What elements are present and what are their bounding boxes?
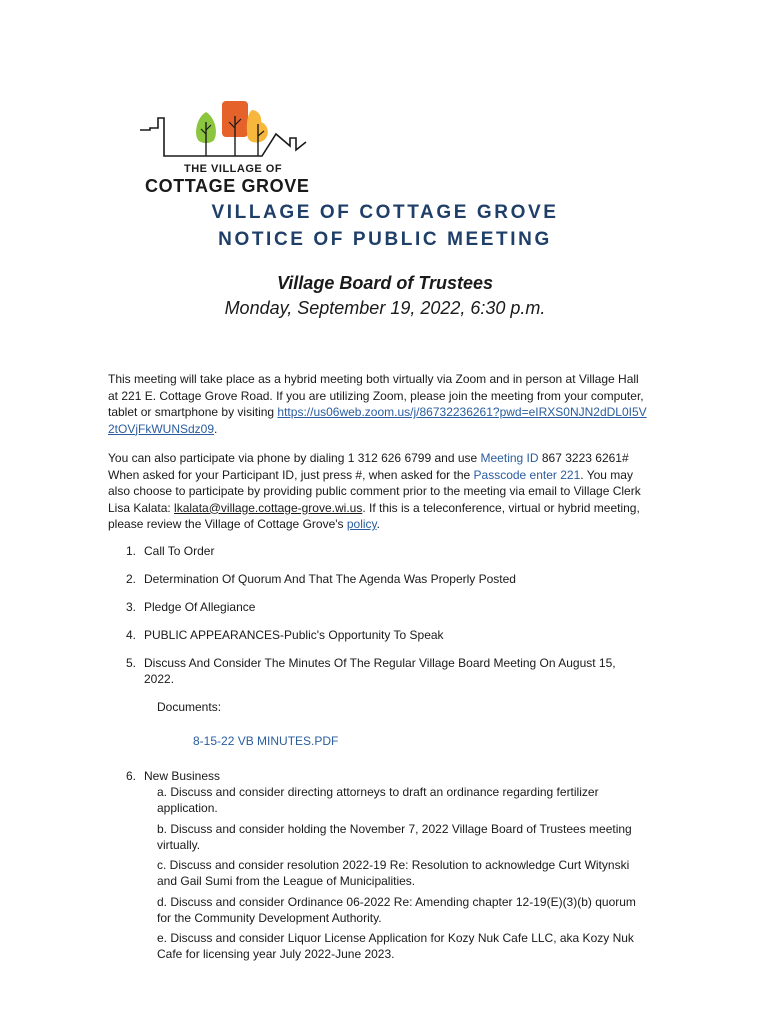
agenda-item-text: Discuss And Consider The Minutes Of The Regular Village Board Meeting On August 15, 2022.	[144, 656, 616, 686]
agenda-item-number: 4.	[126, 628, 137, 642]
board-name: Village Board of Trustees	[276, 273, 494, 293]
policy-link[interactable]: policy	[346, 517, 377, 531]
meeting-id-link[interactable]: Meeting ID	[480, 451, 539, 465]
new-business-item-a: a. Discuss and consider directing attorneys to draft an ordinance regarding fertilizer application.	[157, 785, 599, 815]
agenda-item-number: 6.	[126, 769, 137, 783]
agenda-item-3	[126, 599, 646, 615]
agenda-item-6	[126, 768, 646, 784]
phone-text-c: . You may also choose to participate by providing public comment prior to the meeting via email to Village Clerk Lisa Kalata:	[108, 467, 641, 515]
minutes-pdf-link[interactable]: 8-15-22 VB MINUTES.PDF	[193, 734, 339, 748]
agenda-item-text: Determination Of Quorum And That The Agenda Was Properly Posted	[144, 572, 516, 586]
new-business-item-d: d. Discuss and consider Ordinance 06-2022 Re: Amending chapter 12-19(E)(3)(b) quorum for the Community Development Authority.	[157, 895, 636, 925]
village-logo	[140, 98, 330, 198]
logo-line2: COTTAGE GROVE	[145, 176, 310, 196]
agenda-item-number: 1.	[126, 544, 137, 558]
new-business-item-b: b. Discuss and consider holding the November 7, 2022 Village Board of Trustees meeting virtually.	[157, 822, 632, 852]
agenda-item-number: 5.	[126, 656, 137, 670]
logo-line1: THE VILLAGE OF	[184, 163, 283, 175]
agenda-item-text: PUBLIC APPEARANCES-Public's Opportunity To Speak	[144, 628, 444, 642]
zoom-link[interactable]: https://us06web.zoom.us/j/86732236261?pwd=eIRXS0NJN2dDL0I5V2tOVjFkWUNSdz09	[108, 405, 647, 436]
new-business-item-e: e. Discuss and consider Liquor License Application for Kozy Nuk Cafe LLC, aka Kozy Nuk Cafe for licensing year July 2022-June 2023.	[157, 931, 634, 961]
title-line2: NOTICE OF PUBLIC MEETING	[218, 229, 552, 250]
agenda-item-text: New Business	[144, 769, 221, 783]
phone-text-d: . If this is a teleconference, virtual or hybrid meeting, please review the Village of Cottage Grove's	[108, 500, 640, 531]
agenda-item-text: Call To Order	[144, 544, 215, 558]
documents-label: Documents:	[157, 700, 222, 714]
passcode-link[interactable]: Passcode enter 221	[473, 467, 581, 482]
phone-text-a: You can also participate via phone by dialing 1 312 626 6799 and use	[108, 451, 481, 465]
agenda-item-text: Pledge Of Allegiance	[144, 600, 256, 614]
phone-text-b: 867 3223 6261# When asked for your Participant ID, just press #, when asked for the	[108, 451, 629, 482]
intro-paragraph	[108, 371, 648, 437]
meeting-date: Monday, September 19, 2022, 6:30 p.m.	[224, 298, 546, 318]
intro-text: This meeting will take place as a hybrid meeting both virtually via Zoom and in person at Village Hall at 221 E. Cottage Grove Road. If you are utilizing Zoom, please join the meeting from your computer, tablet or smartphone by visiting	[108, 372, 644, 419]
clerk-email-link[interactable]: lkalata@village.cottage-grove.wi.us	[174, 500, 363, 515]
agenda-item-4	[126, 627, 646, 643]
phone-paragraph	[108, 450, 648, 533]
intro-text-end: .	[214, 421, 218, 436]
agenda-item-1	[126, 543, 646, 559]
new-business-item-c: c. Discuss and consider resolution 2022-19 Re: Resolution to acknowledge Curt Witynski and Gail Sumi from the League of Municipalities.	[157, 858, 630, 888]
agenda-item-number: 3.	[126, 600, 137, 614]
agenda-item-2	[126, 571, 646, 587]
title-line1: VILLAGE OF COTTAGE GROVE	[211, 202, 559, 223]
agenda-item-5	[126, 655, 646, 687]
phone-text-e: .	[376, 517, 381, 531]
agenda-item-number: 2.	[126, 572, 137, 586]
